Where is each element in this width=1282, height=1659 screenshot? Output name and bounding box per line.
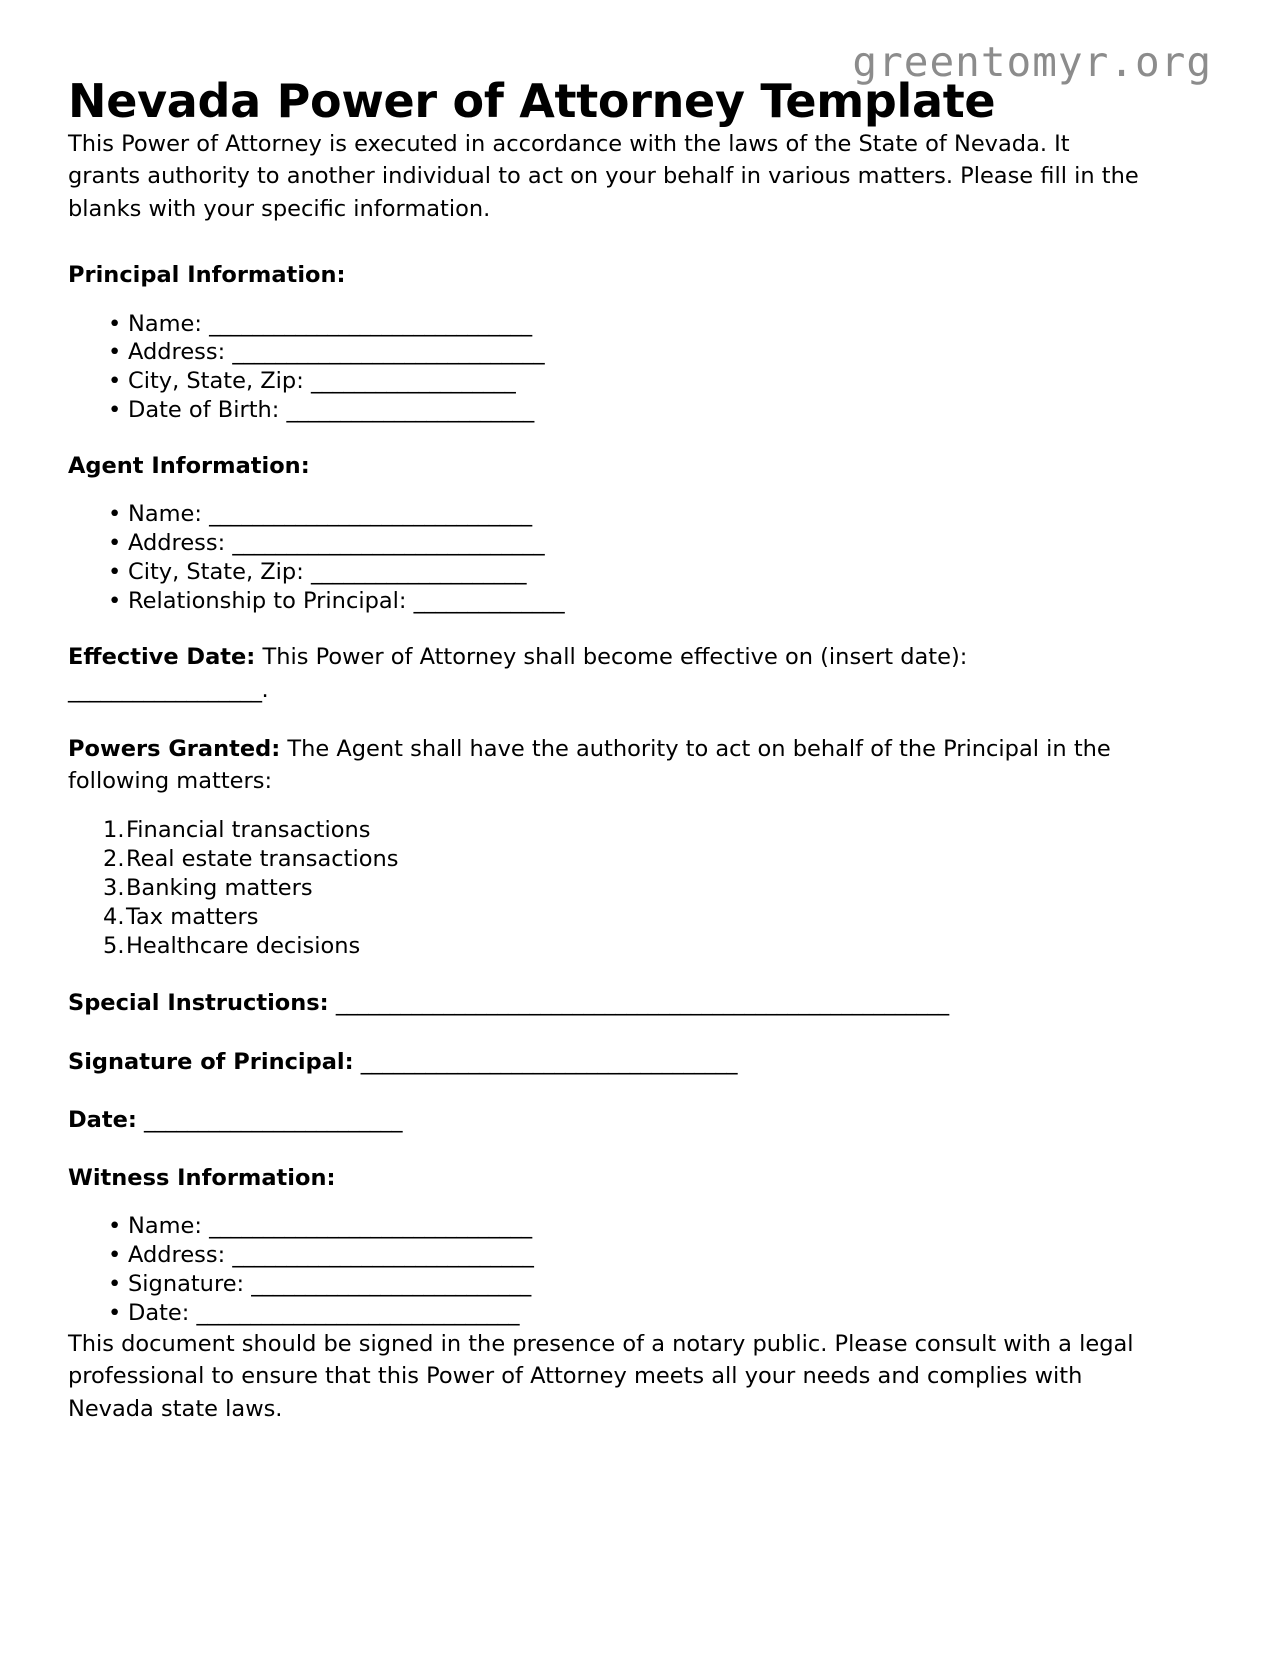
field-label: Signature:: [128, 1270, 245, 1297]
list-number: 3.: [103, 874, 125, 901]
list-item: [68, 367, 1214, 396]
spacer: [68, 798, 1214, 816]
field-label: Address:: [128, 339, 226, 366]
field-label: Name:: [128, 501, 202, 528]
list-item: [68, 500, 1214, 529]
list-item: [68, 587, 1214, 616]
powers-granted-text: The Agent shall have the authority to act on behalf of the Principal in the following matters:: [68, 735, 1111, 795]
effective-date-label: Effective Date:: [68, 644, 256, 671]
powers-granted-row: [68, 733, 1158, 798]
signature-of-principal-row: [68, 1046, 1158, 1079]
field-label: Date of Birth:: [128, 396, 280, 423]
list-item: [68, 816, 1214, 845]
list-item-label: Real estate transactions: [126, 845, 399, 872]
intro-paragraph: This Power of Attorney is executed in accordance with the laws of the State of Nevada. It grants authority to another individual to act on your behalf in various matters. Please fill in the blanks with your specific information.: [68, 130, 1139, 223]
site-watermark: greentomyr.org: [852, 38, 1212, 86]
bullet-icon: •: [108, 558, 122, 585]
spacer: [68, 482, 1214, 500]
list-item: [68, 874, 1214, 903]
closing-paragraph: This document should be signed in the presence of a notary public. Please consult with a legal professional to ensure that this Power of Attorney meets all your needs and complies with Nevada state laws.: [68, 1330, 1134, 1423]
bullet-icon: •: [108, 396, 122, 423]
list-item: [68, 310, 1214, 339]
spacer: [68, 707, 1214, 733]
page-title: Nevada Power of Attorney Template: [68, 74, 996, 128]
field-blank[interactable]: ______________________________: [209, 1213, 532, 1240]
bullet-icon: •: [108, 1242, 122, 1269]
list-number: 4.: [103, 903, 125, 930]
field-label: Address:: [128, 530, 226, 557]
effective-date-text: This Power of Attorney shall become effective on (insert date):: [262, 644, 968, 671]
spacer: [68, 961, 1214, 987]
special-instructions-label: Special Instructions:: [68, 990, 329, 1016]
witness-information-list: [68, 1212, 1214, 1327]
field-blank[interactable]: ____________________________: [232, 1242, 534, 1269]
list-item: [68, 529, 1214, 558]
field-label: Address:: [128, 1242, 226, 1269]
bullet-icon: •: [108, 1213, 122, 1240]
special-instructions-blank[interactable]: _________________________________________________________: [335, 990, 949, 1016]
signature-of-principal-label: Signature of Principal:: [68, 1048, 354, 1075]
effective-date-period: .: [261, 677, 269, 704]
field-blank[interactable]: ___________________: [310, 368, 516, 395]
spacer: [68, 425, 1214, 451]
bullet-icon: •: [108, 1299, 122, 1326]
agent-information-list: [68, 500, 1214, 615]
field-label: City, State, Zip:: [128, 368, 304, 395]
list-number: 5.: [103, 932, 125, 959]
field-blank[interactable]: _____________________________: [232, 530, 545, 557]
bullet-icon: •: [108, 310, 122, 337]
field-blank[interactable]: ______________________________: [209, 501, 532, 528]
effective-date-row: [68, 641, 1158, 706]
signature-date-blank[interactable]: ________________________: [144, 1107, 403, 1134]
spacer: [68, 292, 1214, 310]
field-blank[interactable]: ______________________________: [196, 1299, 520, 1326]
effective-date-blank[interactable]: __________________: [68, 677, 262, 704]
list-item: [68, 903, 1214, 932]
field-label: Relationship to Principal:: [128, 587, 407, 614]
list-item: [68, 1299, 1214, 1328]
signature-date-row: [68, 1104, 1158, 1137]
list-item: [68, 1241, 1214, 1270]
spacer: [68, 1078, 1214, 1104]
bullet-icon: •: [108, 1270, 122, 1297]
bullet-icon: •: [108, 530, 122, 557]
field-label: Date:: [128, 1299, 190, 1326]
list-item: [68, 845, 1214, 874]
spacer: [68, 226, 1214, 260]
field-label: City, State, Zip:: [128, 558, 304, 585]
field-label: Name:: [128, 1213, 202, 1240]
spacer: [68, 1137, 1214, 1163]
field-blank[interactable]: ______________: [413, 587, 565, 614]
spacer: [68, 1020, 1214, 1046]
signature-date-label: Date:: [68, 1107, 137, 1134]
principal-information-list: [68, 310, 1214, 425]
bullet-icon: •: [108, 368, 122, 395]
field-blank[interactable]: ______________________________: [209, 310, 532, 337]
witness-information-heading: Witness Information:: [68, 1164, 336, 1191]
principal-information-heading: Principal Information:: [68, 262, 346, 289]
bullet-icon: •: [108, 501, 122, 528]
list-item: [68, 1212, 1214, 1241]
list-item-label: Tax matters: [126, 903, 259, 930]
list-item: [68, 1270, 1214, 1299]
field-blank[interactable]: __________________________: [251, 1270, 531, 1297]
bullet-icon: •: [108, 587, 122, 614]
list-item: [68, 558, 1214, 587]
agent-information-heading: Agent Information:: [68, 452, 310, 479]
field-blank[interactable]: ____________________: [310, 558, 526, 585]
list-number: 1.: [103, 816, 125, 843]
list-item: [68, 932, 1214, 961]
signature-of-principal-blank[interactable]: ___________________________________: [360, 1048, 738, 1075]
list-item-label: Financial transactions: [126, 816, 371, 843]
spacer: [68, 615, 1214, 641]
field-blank[interactable]: _______________________: [286, 396, 534, 423]
field-blank[interactable]: _____________________________: [232, 339, 545, 366]
bullet-icon: •: [108, 339, 122, 366]
list-item-label: Healthcare decisions: [126, 932, 361, 959]
field-label: Name:: [128, 310, 202, 337]
powers-granted-label: Powers Granted:: [68, 735, 281, 762]
list-item: [68, 338, 1214, 367]
special-instructions-row: [68, 987, 1158, 1020]
powers-granted-list: [68, 816, 1214, 961]
list-item: [68, 396, 1214, 425]
list-number: 2.: [103, 845, 125, 872]
list-item-label: Banking matters: [126, 874, 313, 901]
spacer: [68, 1194, 1214, 1212]
